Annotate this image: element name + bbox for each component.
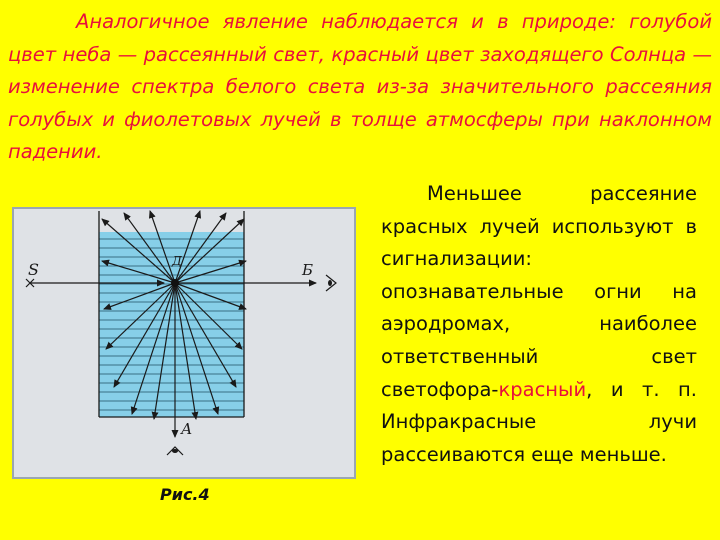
scattering-center — [171, 279, 179, 287]
scattering-figure — [12, 207, 356, 479]
red-highlight: красный — [498, 377, 587, 401]
right-paragraph-text: Меньшее рассеяние красных лучей используют в сигнализации: опознавательные огни на аэродромах, наиболее ответственный свет светофора- — [381, 182, 697, 401]
scattering-diagram — [14, 209, 354, 477]
right-paragraph-tail: , и т. п. Инфракрасные лучи рассеиваются еще меньше. — [381, 377, 697, 466]
label-s: S — [28, 260, 39, 279]
eye-icon-bottom — [167, 447, 183, 455]
eye-icon-right — [326, 275, 336, 291]
figure-caption: Рис.4 — [160, 485, 210, 504]
label-a: А — [181, 420, 193, 438]
label-d: Д — [172, 254, 182, 268]
right-paragraph — [381, 178, 697, 471]
label-b: Б — [302, 261, 314, 279]
top-paragraph: Аналогичное явление наблюдается и в природе: голубой цвет неба — рассеянный свет, красный цвет заходящего Солнца — изменение спектра белого света из-за значительного рассеяния голубых и фиолетовых лучей в толще атмосферы при наклонном падении. — [8, 10, 712, 163]
